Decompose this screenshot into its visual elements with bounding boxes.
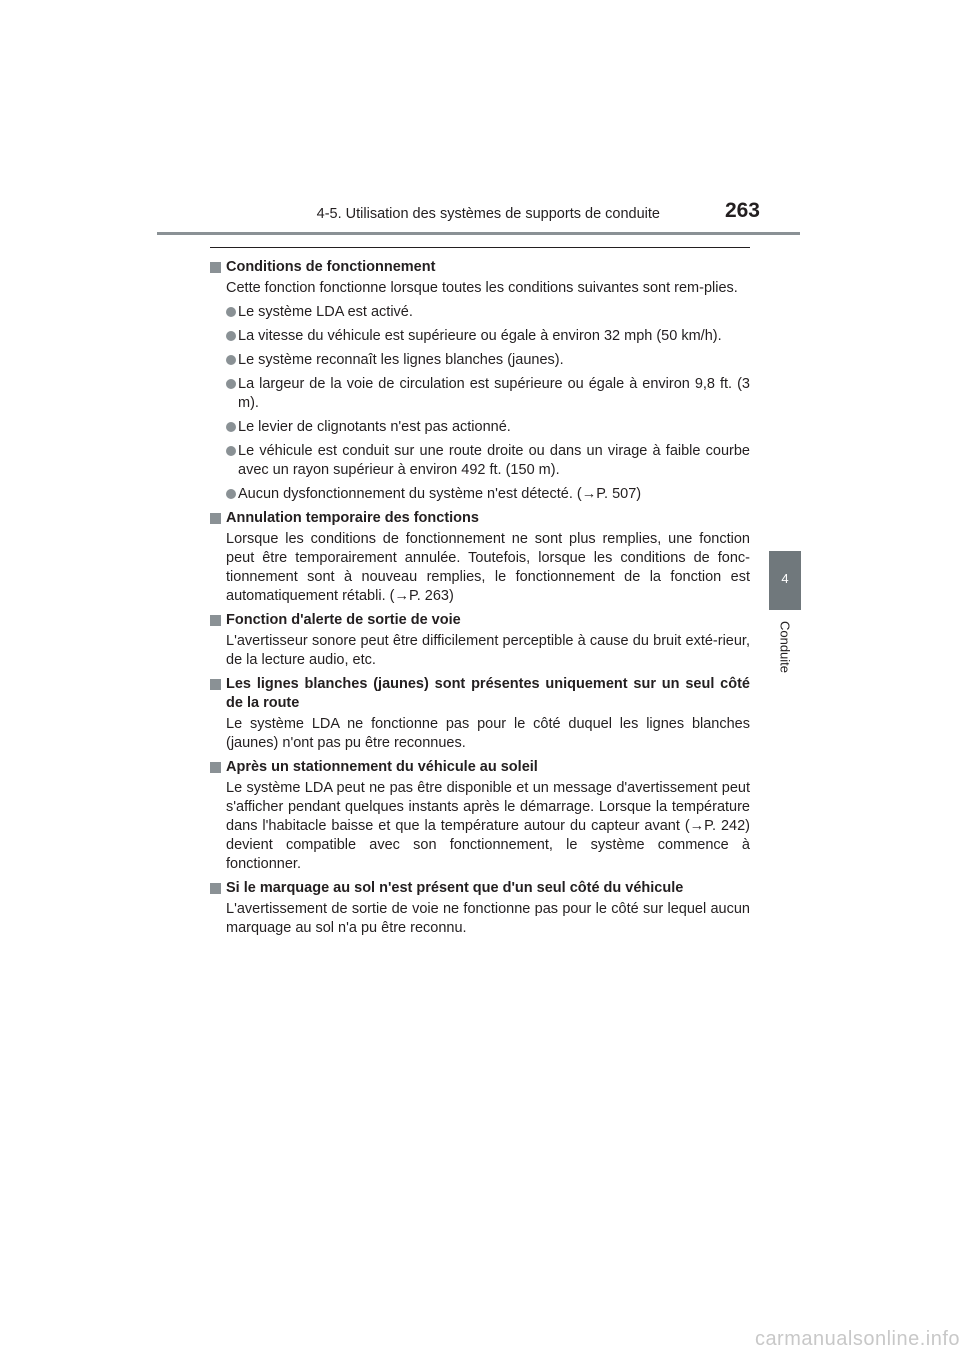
square-bullet-icon [210, 679, 221, 690]
section-heading-text: Fonction d'alerte de sortie de voie [226, 612, 461, 628]
section-heading-text: Conditions de fonctionnement [226, 259, 436, 275]
section-heading [210, 879, 750, 898]
section-paragraph: L'avertisseur sonore peut être difficilement perceptible à cause du bruit exté-rieur, de la lecture audio, etc. [226, 633, 750, 668]
list-item-text: Le système reconnaît les lignes blanches (jaunes). [238, 352, 564, 368]
list-item [226, 418, 750, 437]
list-item [226, 327, 750, 346]
list-item-text: La vitesse du véhicule est supérieure ou égale à environ 32 mph (50 km/h). [238, 328, 722, 344]
list-item-text: Le véhicule est conduit sur une route droite ou dans un virage à faible courbe avec un rayon supérieur à environ 492 ft. (150 m). [238, 443, 750, 478]
page-content [210, 258, 750, 938]
chapter-label [759, 613, 811, 693]
round-bullet-icon [226, 379, 236, 389]
round-bullet-icon [226, 331, 236, 341]
header-rule [157, 232, 800, 235]
square-bullet-icon [210, 762, 221, 773]
section-paragraph: L'avertissement de sortie de voie ne fonctionne pas pour le côté sur lequel aucun marquage au sol n'a pu être reconnu. [226, 901, 750, 936]
section-heading [210, 509, 750, 528]
section-paragraph: Le système LDA ne fonctionne pas pour le côté duquel les lignes blanches (jaunes) n'ont pas pu être reconnues. [226, 716, 750, 751]
round-bullet-icon [226, 355, 236, 365]
section-heading-text: Si le marquage au sol n'est présent que d'un seul côté du véhicule [226, 880, 684, 896]
section-heading [210, 258, 750, 277]
section-heading-text: Annulation temporaire des fonctions [226, 510, 479, 526]
section-title: 4-5. Utilisation des systèmes de supports de conduite [316, 206, 660, 222]
list-item [226, 442, 750, 480]
chapter-tab-number: 4 [781, 571, 789, 586]
square-bullet-icon [210, 615, 221, 626]
round-bullet-icon [226, 446, 236, 456]
list-item-text: La largeur de la voie de circulation est supérieure ou égale à environ 9,8 ft. (3 m). [238, 376, 750, 411]
section-paragraph: Le système LDA peut ne pas être disponible et un message d'avertissement peut s'afficher pendant quelques instants après le démarrage. Lorsque la température dans l'habitacle baisse et que la température autour du capteur avant (→P. 242) devient compatible avec son fonctionnement, le système commence à fonctionner. [226, 780, 750, 872]
list-item [226, 485, 750, 504]
section-paragraph: Cette fonction fonctionne lorsque toutes les conditions suivantes sont rem-plies. [226, 280, 738, 296]
chapter-label-text: Conduite [777, 620, 793, 674]
square-bullet-icon [210, 883, 221, 894]
watermark: carmanualsonline.info [754, 1328, 960, 1350]
page-header [0, 0, 960, 240]
section-heading-text: Après un stationnement du véhicule au soleil [226, 759, 538, 775]
section-paragraph: Lorsque les conditions de fonctionnement ne sont plus remplies, une fonction peut être temporairement annulée. Toutefois, lorsque les conditions de fonc-tionnement sont à nouveau remplies, le fonctionnement de la fonction est automatiquement rétabli. (→P. 263) [226, 531, 750, 604]
list-item [226, 303, 750, 322]
round-bullet-icon [226, 422, 236, 432]
list-item-text: Aucun dysfonctionnement du système n'est détecté. (→P. 507) [238, 486, 642, 502]
round-bullet-icon [226, 307, 236, 317]
square-bullet-icon [210, 262, 221, 273]
section-heading [210, 675, 750, 713]
section-heading [210, 611, 750, 630]
square-bullet-icon [210, 513, 221, 524]
list-item-text: Le levier de clignotants n'est pas actionné. [238, 419, 511, 435]
chapter-tab[interactable] [769, 551, 801, 610]
content-divider [210, 247, 750, 248]
section-heading [210, 758, 750, 777]
list-item [226, 375, 750, 413]
page-number: 263 [724, 199, 760, 222]
section-heading-text: Les lignes blanches (jaunes) sont présentes uniquement sur un seul côté de la route [226, 676, 750, 711]
list-item-text: Le système LDA est activé. [238, 304, 413, 320]
list-item [226, 351, 750, 370]
round-bullet-icon [226, 489, 236, 499]
